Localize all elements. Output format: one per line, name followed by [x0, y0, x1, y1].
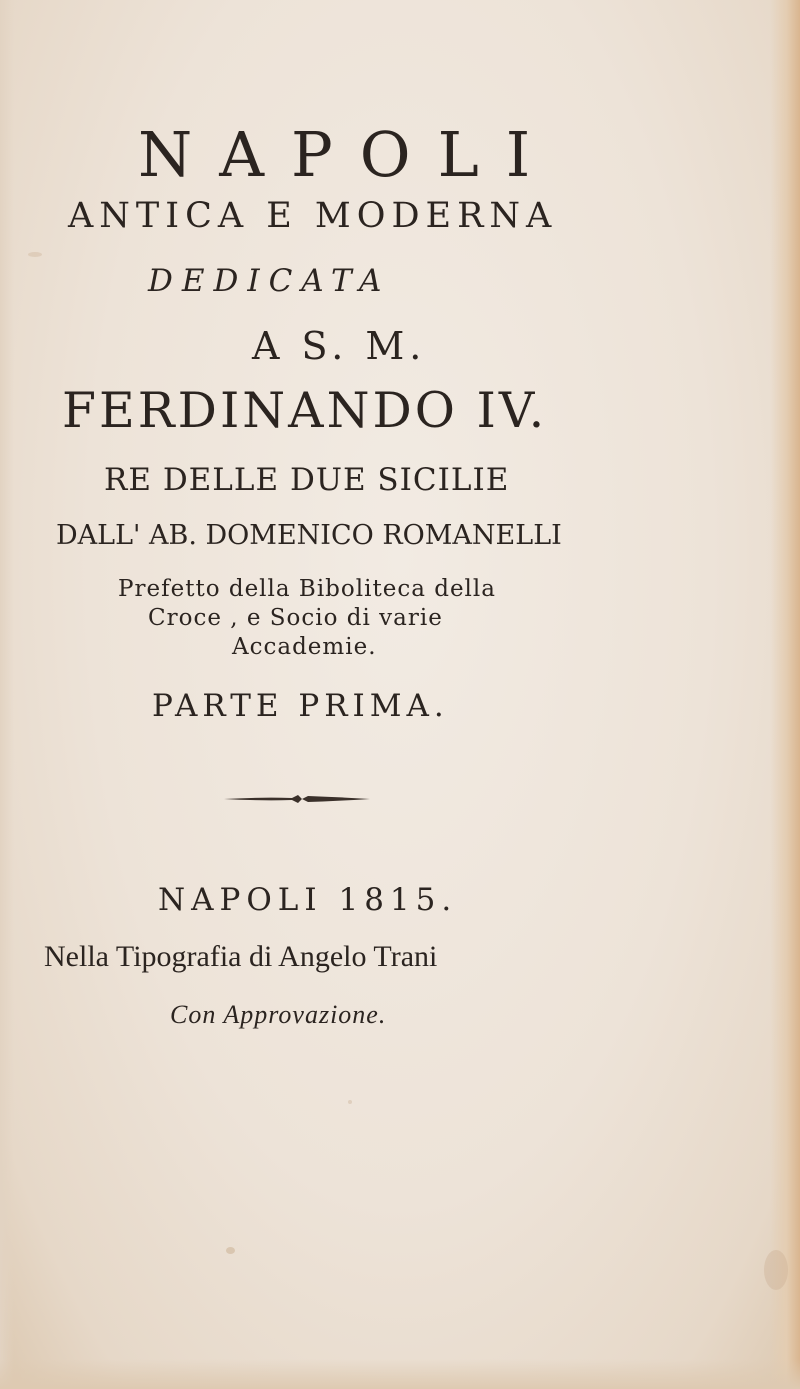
author-line: DALL' AB. DOMENICO ROMANELLI — [56, 520, 562, 551]
imprint-printer: Nella Tipografia di Angelo Trani — [44, 940, 438, 973]
foxing-spot — [764, 1250, 788, 1290]
foxing-spot — [28, 252, 42, 257]
volume-part: PARTE PRIMA. — [152, 688, 449, 724]
foxing-spot — [348, 1100, 352, 1104]
paper-bottom-edge — [0, 1359, 800, 1389]
imprint-place-year: NAPOLI 1815. — [158, 882, 458, 918]
ornamental-rule — [222, 793, 372, 805]
dedicatee-name: FERDINANDO IV. — [62, 382, 548, 439]
author-role-line: Accademie. — [232, 634, 377, 660]
author-role-line: Croce , e Socio di varie — [148, 605, 443, 631]
author-role-line: Prefetto della Biboliteca della — [118, 576, 496, 602]
book-title: NAPOLI — [138, 118, 558, 191]
addressee-line: A S. M. — [252, 324, 427, 368]
paper-left-edge — [0, 0, 14, 1389]
paper-right-edge-foxing — [770, 0, 800, 1389]
foxing-spot — [226, 1247, 235, 1254]
dedicatee-title: RE DELLE DUE SICILIE — [104, 462, 510, 498]
imprint-approval: Con Approvazione. — [170, 1000, 387, 1029]
dedication-line: DEDICATA — [148, 263, 391, 299]
book-subtitle: ANTICA E MODERNA — [68, 196, 558, 236]
